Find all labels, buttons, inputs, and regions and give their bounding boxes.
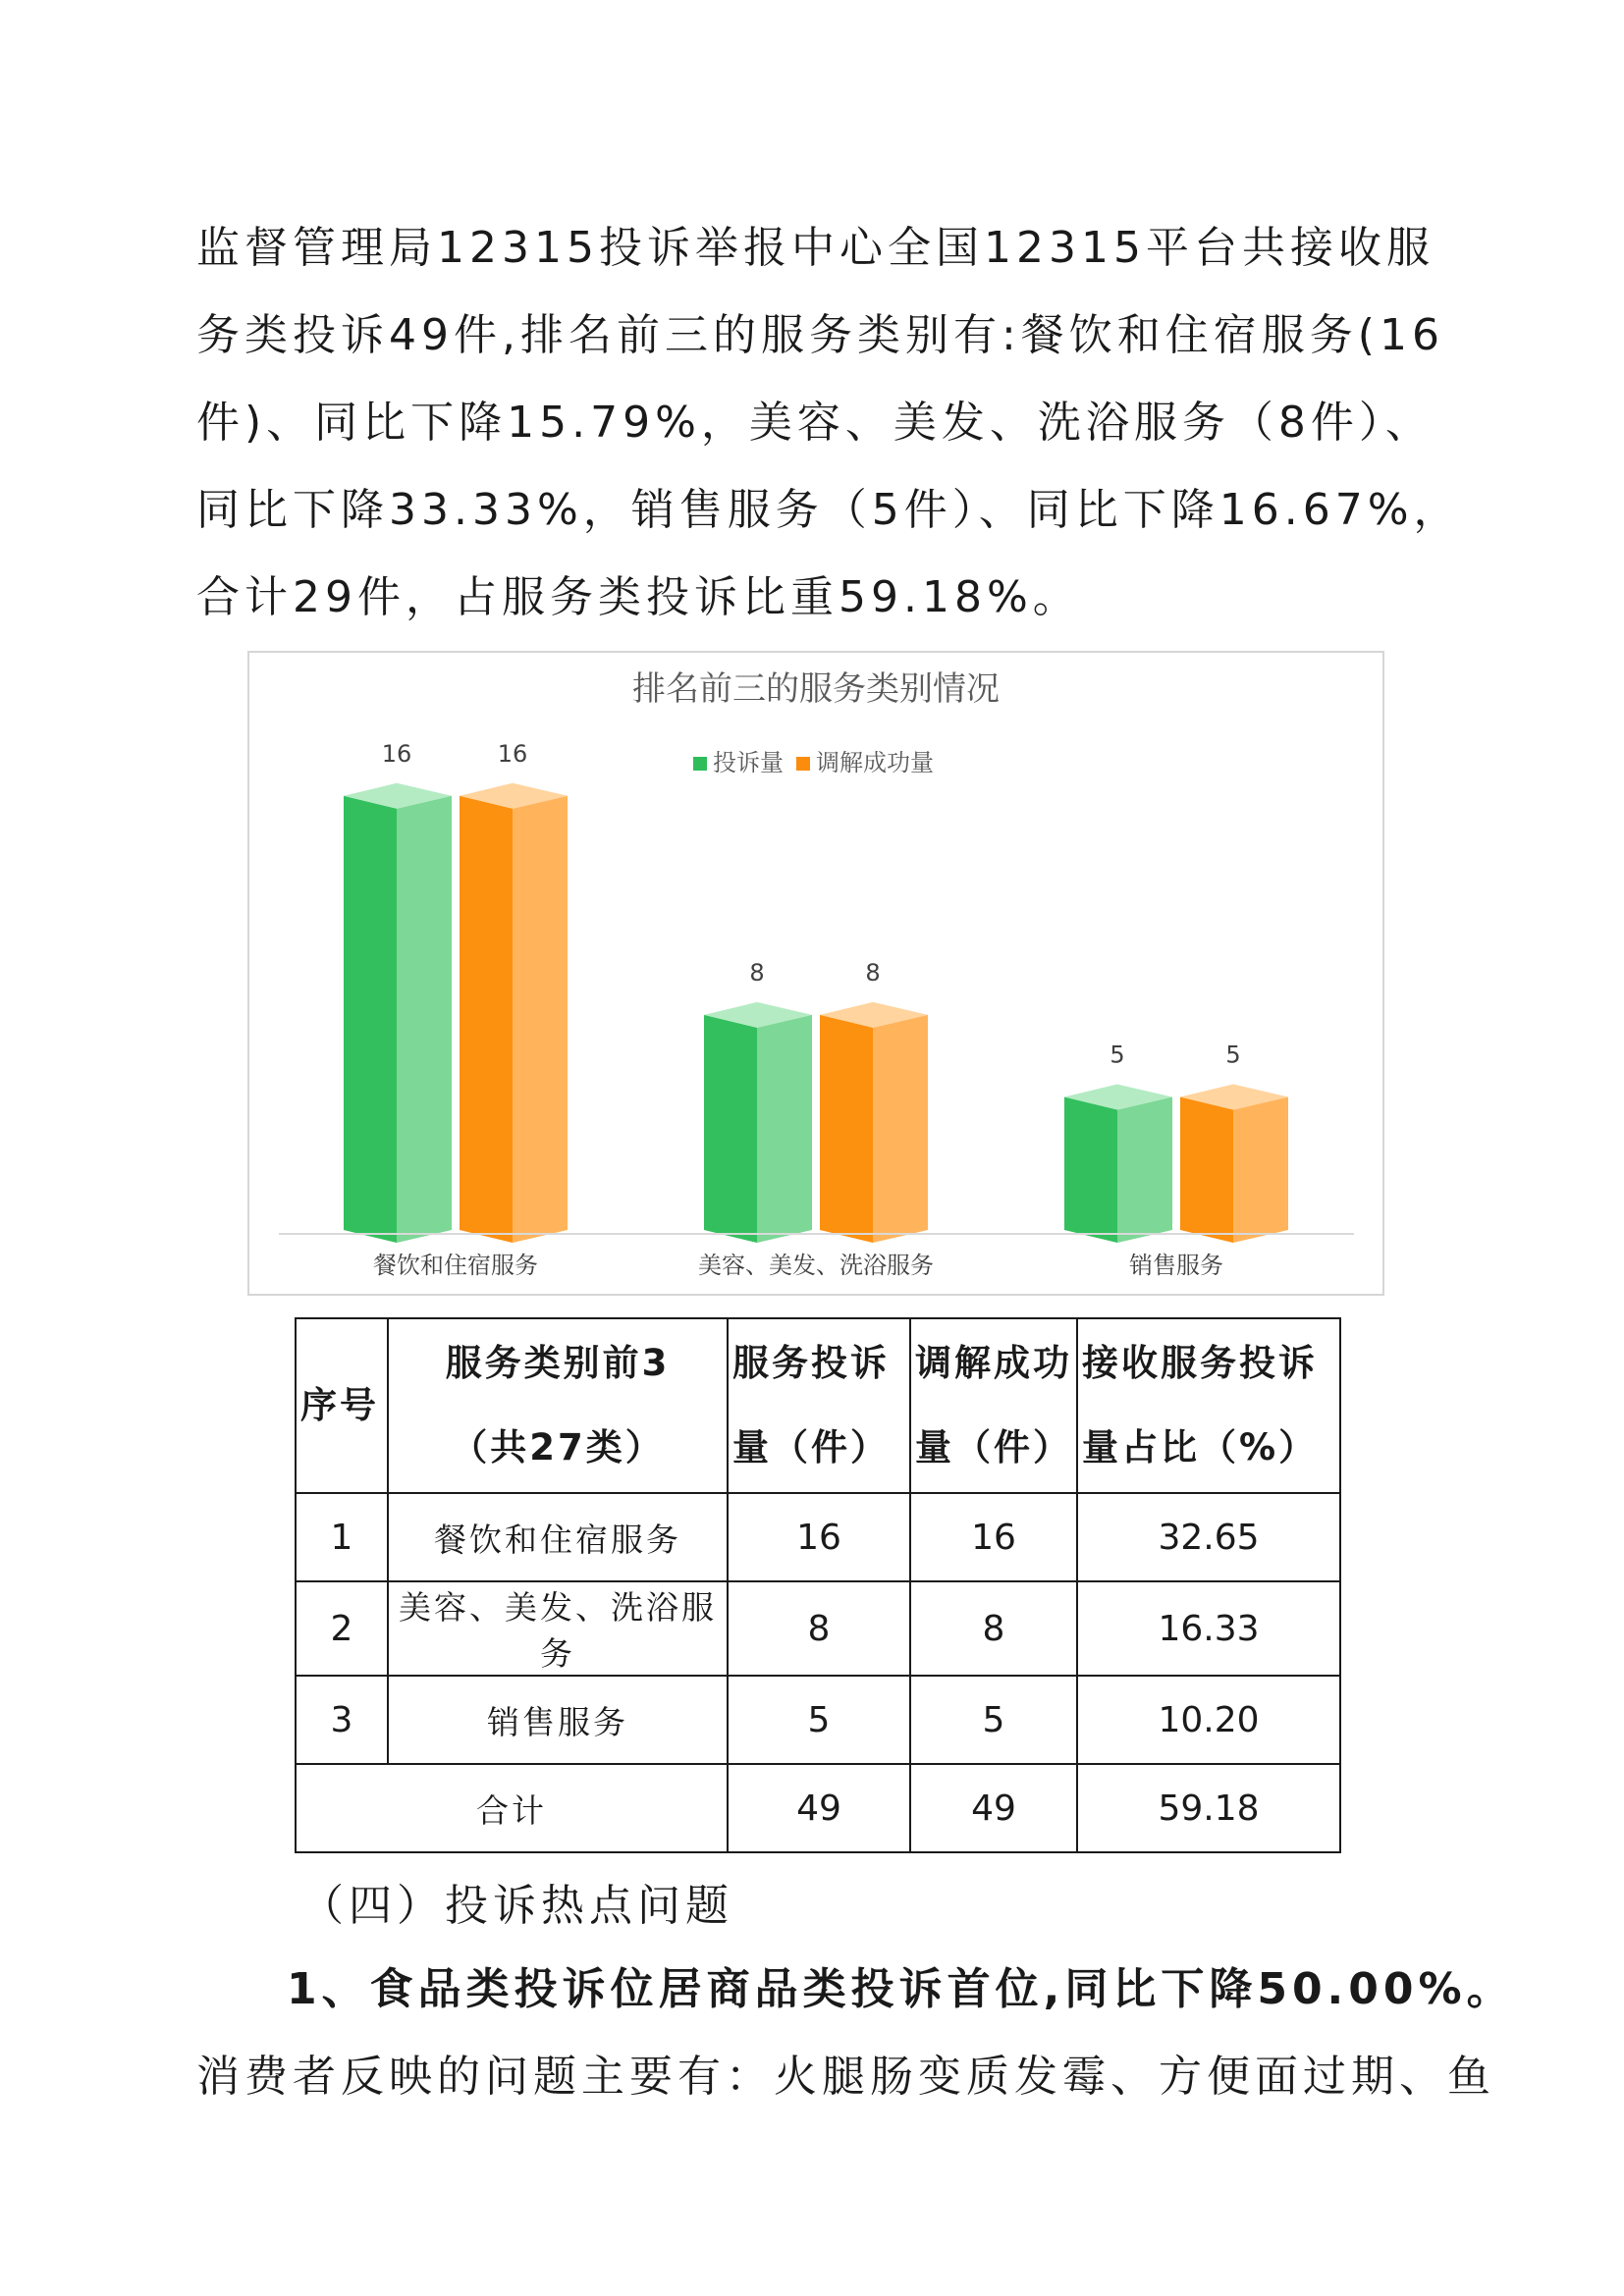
- header-share-line1: 接收服务投诉: [1082, 1342, 1318, 1384]
- data-label: 8: [865, 958, 881, 987]
- header-no: 序号: [296, 1318, 388, 1493]
- data-label: 5: [1225, 1041, 1241, 1069]
- header-share: [1077, 1318, 1340, 1493]
- cell-share: 10.20: [1077, 1676, 1340, 1764]
- table-row: [296, 1493, 1340, 1581]
- legend-swatch: [693, 757, 707, 771]
- hot-issue-line: 消费者反映的问题主要有：火腿肠变质发霉、方便面过期、鱼: [196, 2052, 1495, 2102]
- cell-total-share: 59.18: [1077, 1764, 1340, 1852]
- header-share-line2: 量占比（%）: [1082, 1426, 1319, 1468]
- cell-mediation: 5: [910, 1676, 1077, 1764]
- hot-issue-paragraph: [196, 1946, 1515, 2120]
- intro-line: 同比下降33.33%，销售服务（5件）、同比下降16.67%，: [196, 485, 1462, 535]
- cell-complaints: 5: [728, 1676, 910, 1764]
- bar-chart: [249, 653, 1382, 1294]
- bar-mediation-0: [460, 783, 568, 1243]
- cell-category: 餐饮和住宿服务: [388, 1493, 728, 1581]
- x-tick-label: 餐饮和住宿服务: [373, 1252, 538, 1279]
- table-header-row: [296, 1318, 1340, 1493]
- section-heading: （四）投诉热点问题: [300, 1881, 733, 1931]
- legend-label: 调解成功量: [816, 749, 934, 776]
- header-complaints: [728, 1318, 910, 1493]
- legend-swatch: [796, 757, 810, 771]
- header-category-line2: （共27类）: [451, 1426, 665, 1468]
- cell-total-label: 合计: [296, 1764, 728, 1852]
- cell-category: 美容、美发、洗浴服务: [388, 1581, 728, 1676]
- data-label: 8: [749, 958, 765, 987]
- table-row: [296, 1676, 1340, 1764]
- bar-mediation-2: [1180, 1085, 1288, 1243]
- header-mediation-line2: 量（件）: [915, 1426, 1072, 1468]
- cell-total-mediation: 49: [910, 1764, 1077, 1852]
- intro-line: 件)、同比下降15.79%，美容、美发、洗浴服务（8件）、: [196, 398, 1434, 448]
- cell-share: 32.65: [1077, 1493, 1340, 1581]
- cell-share: 16.33: [1077, 1581, 1340, 1676]
- cell-no: 1: [296, 1493, 388, 1581]
- cell-mediation: 8: [910, 1581, 1077, 1676]
- legend-item-mediation: [796, 749, 934, 776]
- bar-complaints-2: [1064, 1085, 1172, 1243]
- table-row: [296, 1581, 1340, 1676]
- intro-line: 合计29件，占服务类投诉比重59.18%。: [196, 572, 1081, 622]
- legend-label: 投诉量: [713, 749, 784, 776]
- header-mediation-line1: 调解成功: [915, 1342, 1072, 1384]
- cell-complaints: 16: [728, 1493, 910, 1581]
- header-complaints-line2: 量（件）: [732, 1426, 890, 1468]
- x-tick-label: 销售服务: [1129, 1252, 1223, 1279]
- chart-frame: [247, 651, 1384, 1296]
- intro-paragraph: [196, 204, 1462, 641]
- bar-mediation-1: [820, 1002, 928, 1243]
- header-mediation: [910, 1318, 1077, 1493]
- intro-line: 务类投诉49件,排名前三的服务类别有:餐饮和住宿服务(16: [196, 310, 1444, 360]
- cell-complaints: 8: [728, 1581, 910, 1676]
- bar-complaints-0: [344, 783, 452, 1243]
- service-stats-table: [295, 1317, 1341, 1853]
- header-complaints-line1: 服务投诉: [732, 1342, 890, 1384]
- cell-no: 2: [296, 1581, 388, 1676]
- cell-mediation: 16: [910, 1493, 1077, 1581]
- cell-category: 销售服务: [388, 1676, 728, 1764]
- chart-legend: [693, 749, 934, 776]
- bar-complaints-1: [704, 1002, 812, 1243]
- table-total-row: [296, 1764, 1340, 1852]
- header-category: [388, 1318, 728, 1493]
- chart-title: 排名前三的服务类别情况: [632, 669, 1000, 709]
- data-label: 16: [381, 739, 412, 768]
- data-label: 16: [497, 739, 528, 768]
- cell-no: 3: [296, 1676, 388, 1764]
- intro-line: 监督管理局12315投诉举报中心全国12315平台共接收服: [196, 223, 1435, 273]
- header-category-line1: 服务类别前3: [445, 1342, 671, 1384]
- cell-total-complaints: 49: [728, 1764, 910, 1852]
- legend-item-complaints: [693, 749, 784, 776]
- x-tick-label: 美容、美发、洗浴服务: [698, 1252, 934, 1279]
- data-label: 5: [1110, 1041, 1125, 1069]
- hot-issue-lead: 1、食品类投诉位居商品类投诉首位,同比下降50.00%。: [287, 1964, 1515, 2014]
